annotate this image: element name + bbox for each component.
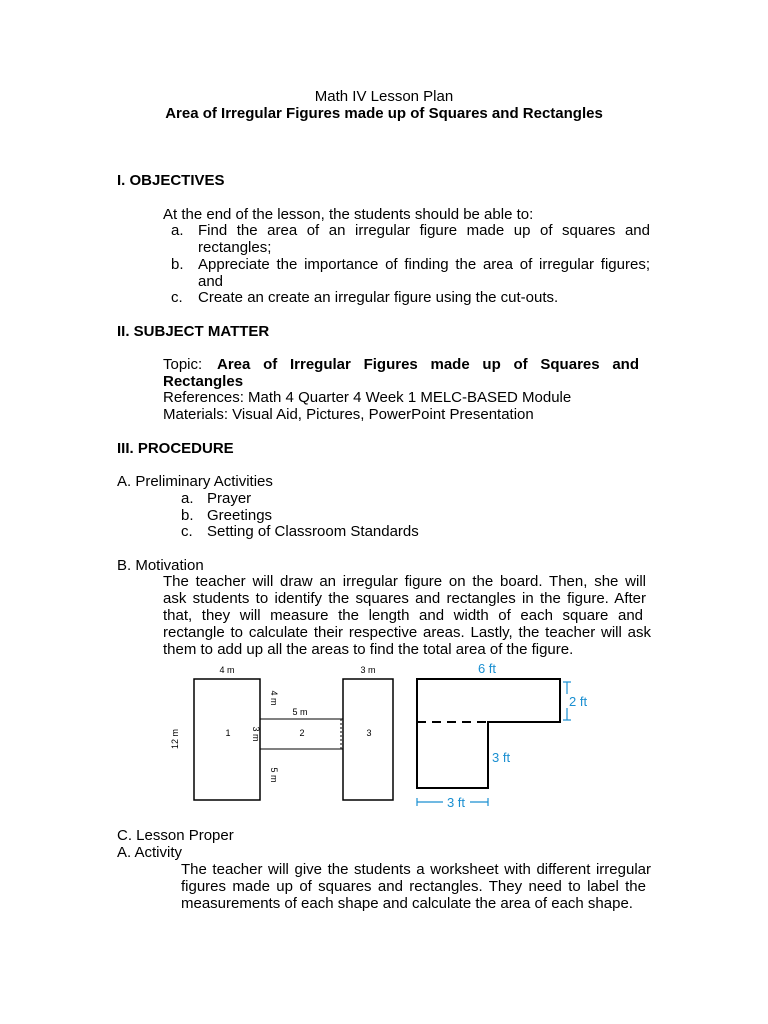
paragraph-line: figures made up of squares and rectangles. They need to label the xyxy=(181,878,646,895)
irregular-figure-meters xyxy=(194,679,393,800)
label-top-right: 3 m xyxy=(360,665,376,675)
lesson-proper-title: C. Lesson Proper xyxy=(117,827,234,844)
list-item: Find the area of an irregular figure made up of squares and xyxy=(198,222,650,239)
label-lower-gap: 5 m xyxy=(269,767,279,783)
motivation-title: B. Motivation xyxy=(117,557,204,574)
label-left-side: 12 m xyxy=(170,728,180,750)
list-item-continuation: rectangles; xyxy=(198,239,272,256)
list-item: Greetings xyxy=(207,507,273,524)
left-figure-labels xyxy=(170,665,376,783)
list-marker: b. xyxy=(181,507,194,524)
topic-text-continuation: Rectangles xyxy=(163,373,244,390)
label-region-3: 3 xyxy=(366,728,372,738)
list-item: Appreciate the importance of finding the area of irregular figures; xyxy=(198,256,650,273)
label-top-left: 4 m xyxy=(219,665,235,675)
label-inner-3ft: 3 ft xyxy=(492,750,511,765)
paragraph-line: ask students to identify the squares and rectangles in the figure. After xyxy=(163,590,646,607)
references-text: References: Math 4 Quarter 4 Week 1 MELC-BASED Module xyxy=(163,389,572,406)
label-region-1: 1 xyxy=(225,728,231,738)
label-upper-gap: 4 m xyxy=(269,690,279,706)
label-region-2: 2 xyxy=(299,728,305,738)
activity-title: A. Activity xyxy=(117,844,183,861)
objectives-intro: At the end of the lesson, the students should be able to: xyxy=(163,206,534,223)
preliminary-activities-title: A. Preliminary Activities xyxy=(117,473,273,490)
paragraph-line: that, they will measure the length and width of each square and xyxy=(163,607,643,624)
paragraph-line: rectangle to calculate their respective areas. Lastly, the teacher will ask xyxy=(163,624,651,641)
label-bridge: 5 m xyxy=(292,707,308,717)
rectangle-1 xyxy=(194,679,260,800)
label-middle-gap: 3 m xyxy=(251,726,261,742)
list-item: Setting of Classroom Standards xyxy=(207,523,419,540)
list-marker: c. xyxy=(181,523,193,540)
list-marker: b. xyxy=(171,256,184,273)
document-subtitle: Area of Irregular Figures made up of Squares and Rectangles xyxy=(165,105,603,122)
l-shape-outline xyxy=(417,679,560,788)
label-bottom-3ft: 3 ft xyxy=(446,795,466,810)
materials-text: Materials: Visual Aid, Pictures, PowerPoint Presentation xyxy=(163,406,534,423)
label-top-6ft: 6 ft xyxy=(477,661,497,676)
list-item: Create an create an irregular figure using the cut-outs. xyxy=(198,289,559,306)
paragraph-line: measurements of each shape and calculate the area of each shape. xyxy=(181,895,633,912)
objectives-heading: I. OBJECTIVES xyxy=(117,172,225,189)
topic-label: Topic: xyxy=(163,356,203,373)
procedure-heading: III. PROCEDURE xyxy=(117,440,234,457)
document-title: Math IV Lesson Plan xyxy=(314,88,454,105)
topic-text: Area of Irregular Figures made up of Squares and xyxy=(217,356,639,373)
label-right-2ft: 2 ft xyxy=(569,694,588,709)
list-marker: a. xyxy=(181,490,194,507)
rectangle-3 xyxy=(343,679,393,800)
subject-matter-heading: II. SUBJECT MATTER xyxy=(117,323,270,340)
paragraph-line: them to add up all the areas to find the total area of the figure. xyxy=(163,641,574,658)
paragraph-line: The teacher will draw an irregular figure on the board. Then, she will xyxy=(163,573,646,590)
list-marker: c. xyxy=(171,289,183,306)
irregular-figure-feet xyxy=(417,661,587,810)
list-item: Prayer xyxy=(207,490,252,507)
list-marker: a. xyxy=(171,222,184,239)
list-item-continuation: and xyxy=(198,273,224,290)
paragraph-line: The teacher will give the students a worksheet with different irregular xyxy=(181,861,651,878)
